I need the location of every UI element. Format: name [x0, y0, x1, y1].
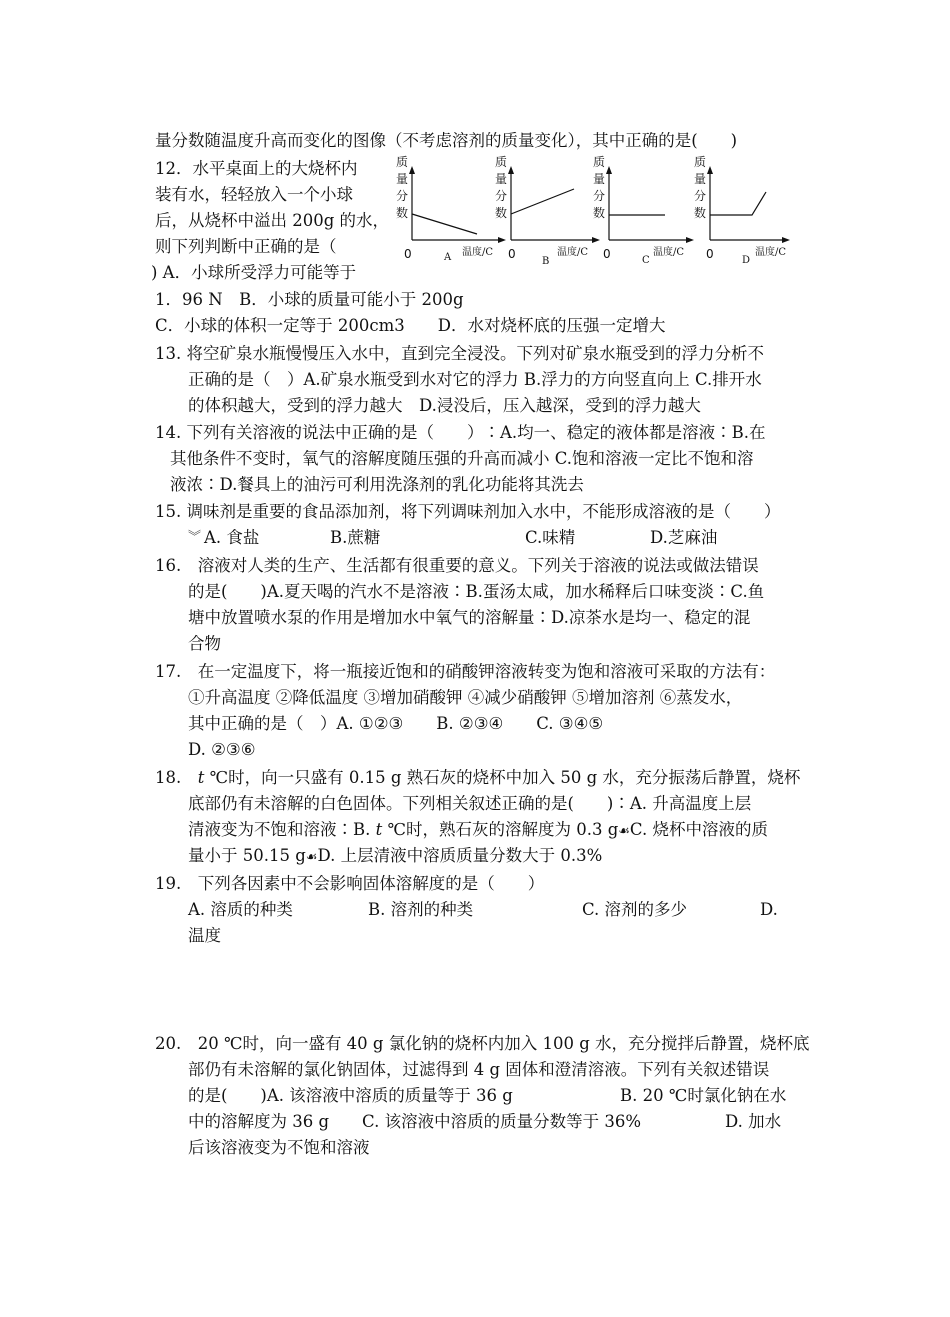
q19-option-b: B. 溶剂的种类 — [368, 900, 474, 919]
graph-b-ylabel-4: 数 — [495, 206, 508, 220]
q20-line-3b: B. 20 ℃时氯化钠在水 — [620, 1086, 787, 1105]
graph-d-origin: 0 — [706, 247, 714, 261]
graphs-svg — [392, 152, 792, 277]
q14-line-3: 液浓∶D.餐具上的油污可利用洗涤剂的乳化功能将其洗去 — [170, 475, 584, 494]
graph-b-ylabel-1: 质 — [495, 155, 508, 169]
q18-line-3-text-b: ℃时，熟石灰的溶解度为 0.3 g — [382, 820, 619, 839]
graph-b-ylabel-3: 分 — [495, 189, 508, 203]
q19-option-d: D. — [760, 900, 778, 919]
q18-line-3-text-a: 清液变为不饱和溶液∶B. — [188, 820, 376, 839]
graph-a-origin: 0 — [404, 247, 412, 261]
graph-a-letter: A — [444, 252, 452, 263]
q20-line-5: 后该溶液变为不饱和溶液 — [188, 1138, 370, 1157]
graph-d-ylabel-2: 量 — [694, 172, 707, 186]
q13-line-2: 正确的是（ ）A.矿泉水瓶受到水对它的浮力 B.浮力的方向竖直向上 C.排开水 — [188, 370, 762, 389]
graph-a-ylabel-4: 数 — [396, 206, 409, 220]
graph-b-xlabel: 温度/C — [557, 247, 589, 258]
q18-variable-t-2: t — [375, 820, 383, 839]
q18-line-1 — [155, 768, 800, 788]
q13-line-1: 13. 将空矿泉水瓶慢慢压入水中，直到完全浸没。下列对矿泉水瓶受到的浮力分析不 — [155, 344, 764, 363]
graph-a-ylabel-2: 量 — [396, 172, 409, 186]
graph-c-ylabel-1: 质 — [593, 155, 606, 169]
q18-line-1-text: ℃时，向一只盛有 0.15 g 熟石灰的烧杯中加入 50 g 水，充分振荡后静置，烧杯 — [204, 768, 801, 787]
q16-line-4: 合物 — [188, 634, 221, 653]
q20-line-1: 20. 20 ℃时，向一盛有 40 g 氯化钠的烧杯内加入 100 g 水，充分搅拌后静置，烧杯底 — [155, 1034, 810, 1053]
q15-line-1: 15. 调味剂是重要的食品添加剂，将下列调味剂加入水中，不能形成溶液的是（ ） — [155, 502, 781, 521]
graph-c-ylabel-4: 数 — [593, 206, 606, 220]
q18-number: 18. — [155, 768, 198, 787]
q17-line-1: 17. 在一定温度下，将一瓶接近饱和的硝酸钾溶液转变为饱和溶液可采取的方法有： — [155, 662, 776, 681]
q15-option-c: C.味精 — [525, 528, 576, 547]
graph-b-origin: 0 — [508, 247, 516, 261]
q18-line-4-text-b: D. 上层清液中溶质质量分数大于 0.3% — [317, 846, 603, 865]
q12-line-7: C．小球的体积一定等于 200cm3 D．水对烧杯底的压强一定增大 — [155, 316, 666, 335]
graph-c-ylabel-3: 分 — [593, 189, 606, 203]
q20-line-4b: D. 加水 — [725, 1112, 782, 1131]
graph-a-ylabel-3: 分 — [396, 189, 409, 203]
q16-line-2: 的是( )A.夏天喝的汽水不是溶液∶B.蛋汤太咸，加水稀释后口味变淡∶C.鱼 — [188, 582, 765, 601]
graph-d-ylabel-3: 分 — [694, 189, 707, 203]
graph-c-ylabel-2: 量 — [593, 172, 606, 186]
q18-marker-symbol-2: ☙ — [305, 850, 318, 865]
q12-line-4: 则下列判断中正确的是（ — [155, 237, 337, 256]
q16-line-1: 16. 溶液对人类的生产、生活都有很重要的意义。下列关于溶液的说法或做法错误 — [155, 556, 759, 575]
q15-option-b: B.蔗糖 — [330, 528, 381, 547]
q18-line-3-text-c: C. 烧杯中溶液的质 — [629, 820, 768, 839]
q18-marker-symbol: ☙ — [618, 824, 630, 839]
q15-marker-symbol: ︾ — [188, 530, 202, 545]
q17-line-3: 其中正确的是（ ）A. ①②③ B. ②③④ C. ③④⑤ — [188, 714, 604, 733]
graph-a-xlabel: 温度/C — [462, 247, 494, 258]
q13-line-3: 的体积越大，受到的浮力越大 D.浸没后，压入越深，受到的浮力越大 — [188, 396, 701, 415]
q15-option-a: A. 食盐 — [204, 528, 260, 547]
q14-line-1: 14. 下列有关溶液的说法中正确的是（ ）∶A.均一、稳定的液体都是溶液∶B.在 — [155, 423, 766, 442]
q12-line-6: 1．96 N B．小球的质量可能小于 200g — [155, 290, 464, 309]
graph-d-letter: D — [742, 255, 751, 266]
graph-d-xlabel: 温度/C — [755, 247, 787, 258]
q20-line-3a: 的是( )A. 该溶液中溶质的质量等于 36 g — [188, 1086, 513, 1105]
graph-b — [495, 154, 600, 267]
graph-b-ylabel-2: 量 — [495, 172, 508, 186]
q18-line-3 — [188, 820, 768, 842]
graph-c-letter: C — [642, 255, 650, 266]
graph-d-ylabel-4: 数 — [694, 206, 707, 220]
q18-line-4 — [188, 846, 602, 868]
solubility-graphs — [392, 152, 792, 277]
q12-line-3: 后，从烧杯中溢出 200g 的水， — [155, 211, 390, 230]
graph-c-origin: 0 — [603, 247, 611, 261]
q19-option-d-text: 温度 — [188, 926, 221, 945]
graph-d — [694, 154, 790, 266]
q16-line-3: 塘中放置喷水泵的作用是增加水中氧气的溶解量∶D.凉茶水是均一、稳定的混 — [188, 608, 751, 627]
q17-line-2: ①升高温度 ②降低温度 ③增加硝酸钾 ④减少硝酸钾 ⑤增加溶剂 ⑥蒸发水， — [188, 688, 743, 707]
graph-c-xlabel: 温度/C — [653, 247, 685, 258]
q12-line-2: 装有水，轻轻放入一个小球 — [155, 185, 353, 204]
q18-line-4-text-a: 量小于 50.15 g — [188, 846, 306, 865]
q19-option-c: C. 溶剂的多少 — [582, 900, 688, 919]
q15-option-d: D.芝麻油 — [650, 528, 718, 547]
graph-a-ylabel-1: 质 — [396, 155, 409, 169]
q12-line-1: 12．水平桌面上的大烧杯内 — [155, 159, 358, 178]
q20-line-2: 部仍有未溶解的氯化钠固体，过滤得到 4 g 固体和澄清溶液。下列有关叙述错误 — [188, 1060, 770, 1079]
q17-line-4: D. ②③⑥ — [188, 740, 256, 759]
graph-b-letter: B — [542, 256, 550, 267]
graph-c — [593, 154, 694, 266]
graph-a — [396, 154, 506, 263]
question-stem-continued: 量分数随温度升高而变化的图像（不考虑溶剂的质量变化），其中正确的是( ) — [155, 131, 738, 150]
q12-line-5: ) A．小球所受浮力可能等于 — [151, 263, 357, 282]
q19-option-a: A. 溶质的种类 — [188, 900, 293, 919]
q19-line-1: 19. 下列各因素中不会影响固体溶解度的是（ ） — [155, 874, 545, 893]
q20-line-4a: 中的溶解度为 36 g C. 该溶液中溶质的质量分数等于 36% — [188, 1112, 641, 1131]
q14-line-2: 其他条件不变时，氧气的溶解度随压强的升高而减小 C.饱和溶液一定比不饱和溶 — [170, 449, 754, 468]
q18-variable-t: t — [197, 768, 205, 787]
q18-line-2: 底部仍有未溶解的白色固体。下列相关叙述正确的是( )∶A. 升高温度上层 — [188, 794, 752, 813]
graph-d-ylabel-1: 质 — [694, 155, 707, 169]
